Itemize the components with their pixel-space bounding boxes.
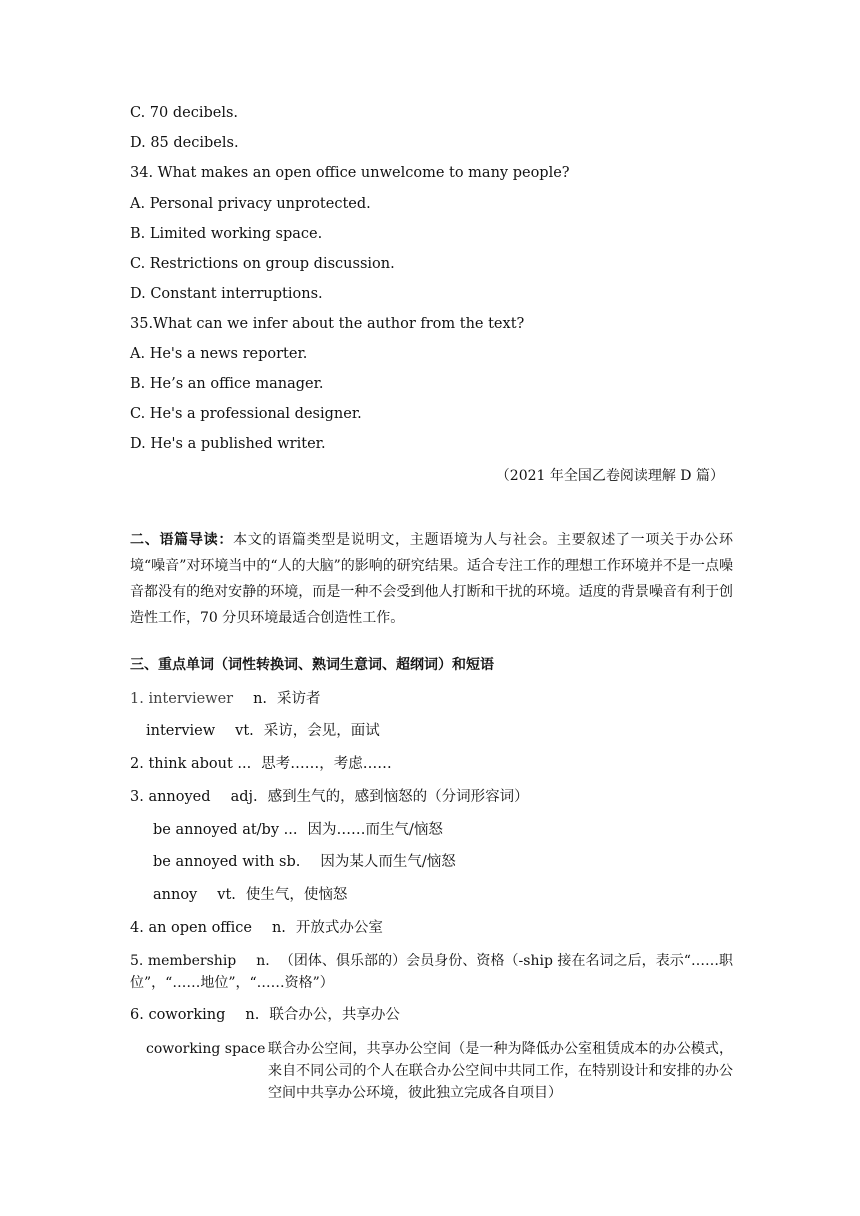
vocab-meaning: 使生气，使恼怒: [245, 887, 348, 903]
vocab-term: 4. an open office: [130, 920, 252, 936]
vocab-meaning: 联合办公空间，共享办公空间（是一种为降低办公室租赁成本的办公模式，来自不同公司的个人在联合办公空间中共同工作，在特别设计和安排的办公空间中共享办公环境，彼此独立完成各自项目）: [268, 1041, 733, 1101]
vocab-meaning: 采访者: [277, 691, 321, 707]
vocab-pos: n.: [253, 691, 268, 707]
option-35-a: A. He's a news reporter.: [130, 346, 308, 362]
vocab-term: coworking space: [146, 1041, 266, 1057]
vocab-pos: n.: [271, 920, 286, 936]
vocab-term: annoy: [153, 887, 198, 903]
vocab-term: 6. coworking: [130, 1007, 226, 1023]
vocab-item: [153, 852, 456, 872]
question-34: 34. What makes an open office unwelcome to many people?: [130, 165, 570, 181]
vocab-pos: vt.: [235, 723, 254, 739]
vocab-meaning: 因为某人而生气/恼怒: [320, 854, 456, 870]
vocab-meaning: 联合办公，共享办公: [269, 1007, 400, 1023]
section-2-body: 本文的语篇类型是说明文，主题语境为人与社会。主要叙述了一项关于办公环境“噪音”对环境当中的“人的大脑”的影响的研究结果。适合专注工作的理想工作环境并不是一点噪音都没有的绝对安静的环境，而是一种不会受到他人打断和干扰的环境。适度的背景噪音有利于创造性工作，70 分贝环境最适合创造性工作。: [130, 532, 734, 626]
vocab-term: 1. interviewer: [130, 691, 234, 707]
vocab-meaning: 思考……，考虑……: [261, 756, 392, 772]
vocab-item: [130, 787, 529, 807]
vocab-term: 5. membership: [130, 953, 237, 969]
vocab-term: interview: [146, 723, 216, 739]
vocab-item: [130, 754, 392, 774]
option-33-c: C. 70 decibels.: [130, 105, 239, 121]
vocab-meaning: （团体、俱乐部的）会员身份、资格（-ship 接在名词之后，表示“……职位”，“……地位”，“……资格”）: [130, 953, 733, 991]
vocab-item: [146, 721, 380, 741]
option-34-a: A. Personal privacy unprotected.: [130, 196, 371, 212]
option-35-b: B. He’s an office manager.: [130, 376, 324, 392]
option-35-d: D. He's a published writer.: [130, 436, 326, 452]
section-2-paragraph: [130, 527, 733, 631]
vocab-term: 2. think about ...: [130, 756, 252, 772]
vocab-meaning: 采访，会见，面试: [263, 723, 380, 739]
vocab-term: be annoyed with sb.: [153, 854, 301, 870]
option-34-b: B. Limited working space.: [130, 226, 323, 242]
vocab-item: [130, 1005, 400, 1025]
option-34-d: D. Constant interruptions.: [130, 286, 323, 302]
vocab-term: 3. annoyed: [130, 789, 211, 805]
vocab-item: [153, 820, 443, 840]
source-citation: （2021 年全国乙卷阅读理解 D 篇）: [495, 468, 724, 484]
option-35-c: C. He's a professional designer.: [130, 406, 362, 422]
vocab-item: [153, 885, 347, 905]
option-33-d: D. 85 decibels.: [130, 135, 239, 151]
vocab-meaning: 开放式办公室: [295, 920, 383, 936]
vocab-pos: adj.: [230, 789, 258, 805]
vocab-meaning: 因为……而生气/恼怒: [307, 822, 443, 838]
vocab-pos: n.: [256, 953, 270, 969]
vocab-term: be annoyed at/by ...: [153, 822, 298, 838]
vocab-item: [130, 689, 321, 709]
question-35: 35.What can we infer about the author from the text?: [130, 316, 525, 332]
vocab-item: [130, 918, 383, 938]
section-3-title: 三、重点单词（词性转换词、熟词生意词、超纲词）和短语: [130, 657, 494, 673]
option-34-c: C. Restrictions on group discussion.: [130, 256, 395, 272]
vocab-pos: n.: [245, 1007, 260, 1023]
vocab-pos: vt.: [217, 887, 236, 903]
section-2-title: 二、语篇导读：: [130, 532, 234, 548]
vocab-meaning: 感到生气的，感到恼怒的（分词形容词）: [267, 789, 529, 805]
vocab-item: [130, 950, 733, 994]
